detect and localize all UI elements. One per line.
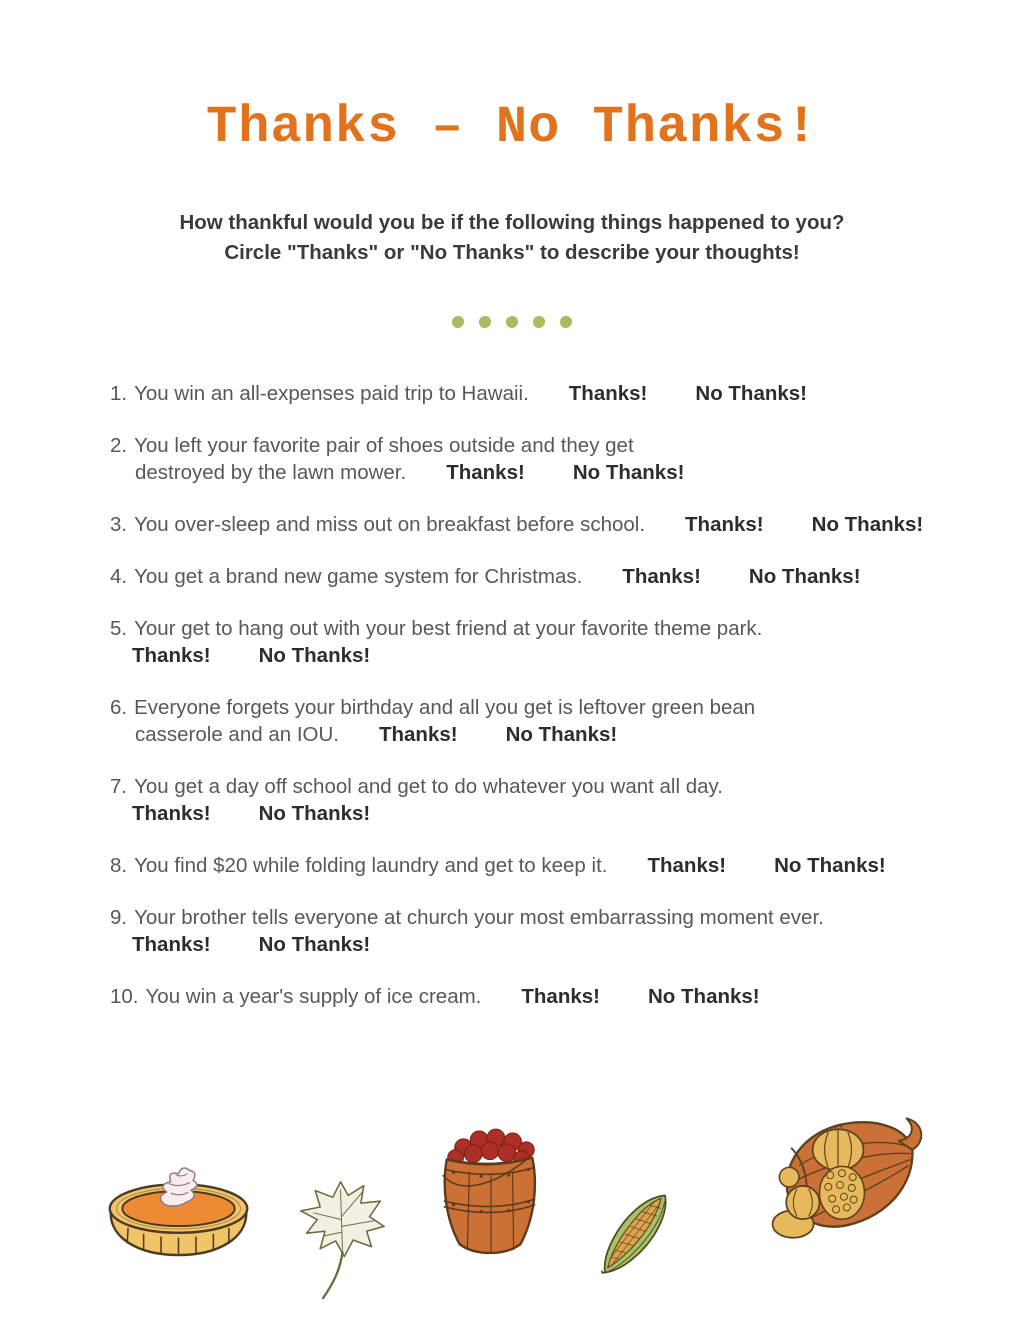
question-line: [110, 380, 934, 407]
question-line: [110, 563, 934, 590]
subtitle: [0, 208, 1024, 268]
no-thanks-option: No Thanks!: [695, 382, 808, 405]
no-thanks-option: No Thanks!: [648, 985, 760, 1008]
dots-divider: [0, 316, 1024, 330]
question-text: Everyone forgets your birthday and all you get is leftover green bean: [134, 696, 756, 719]
thanks-option: Thanks!: [378, 723, 458, 746]
question-line: [110, 459, 934, 486]
no-thanks-option: No Thanks!: [572, 461, 685, 484]
corn-cob-illustration: [606, 1182, 664, 1286]
question-item: [110, 380, 934, 407]
thanks-option: Thanks!: [521, 985, 600, 1008]
pumpkin-pie-illustration: [101, 1158, 256, 1263]
divider-dot: [506, 316, 518, 328]
question-line: [110, 904, 934, 931]
question-item: [110, 904, 934, 958]
subtitle-line-2: Circle "Thanks" or "No Thanks" to describe your thoughts!: [224, 241, 800, 264]
question-item: [110, 773, 934, 827]
question-line: [110, 773, 934, 800]
question-number: 9.: [110, 906, 128, 929]
options-line: [110, 642, 934, 669]
options-line: [110, 931, 934, 958]
question-text: Your brother tells everyone at church your most embarrassing moment ever.: [134, 906, 824, 929]
page-title: Thanks – No Thanks!: [206, 98, 818, 157]
question-text: You left your favorite pair of shoes outside and they get: [134, 434, 634, 457]
divider-dot: [479, 316, 491, 328]
question-number: 6.: [110, 696, 128, 719]
question-line: [110, 983, 934, 1010]
question-line: [110, 694, 934, 721]
no-thanks-option: No Thanks!: [811, 513, 924, 536]
question-text: destroyed by the lawn mower.: [135, 461, 407, 484]
thanks-option: Thanks!: [647, 854, 727, 877]
no-thanks-option: No Thanks!: [748, 565, 861, 588]
no-thanks-option: No Thanks!: [258, 644, 371, 667]
thanks-option: Thanks!: [132, 802, 211, 825]
question-item: [110, 694, 934, 748]
subtitle-line-1: How thankful would you be if the following things happened to you?: [179, 211, 845, 234]
question-number: 1.: [110, 382, 128, 405]
question-line: [110, 615, 934, 642]
thanks-option: Thanks!: [568, 382, 648, 405]
divider-dot: [560, 316, 572, 328]
question-item: [110, 615, 934, 669]
question-text: You win an all-expenses paid trip to Hawaii.: [134, 382, 529, 405]
options-line: [110, 800, 934, 827]
question-line: [110, 432, 934, 459]
thanks-option: Thanks!: [132, 933, 211, 956]
question-item: [110, 563, 934, 590]
divider-dot: [452, 316, 464, 328]
thanks-option: Thanks!: [446, 461, 525, 484]
no-thanks-option: No Thanks!: [505, 723, 618, 746]
question-line: [110, 852, 934, 879]
question-text: You win a year's supply of ice cream.: [145, 985, 482, 1008]
question-text: casserole and an IOU.: [135, 723, 339, 746]
question-line: [110, 511, 934, 538]
question-item: [110, 432, 934, 486]
question-text: You get a brand new game system for Christmas.: [134, 565, 583, 588]
thanks-option: Thanks!: [685, 513, 764, 536]
question-text: You get a day off school and get to do whatever you want all day.: [134, 775, 723, 798]
no-thanks-option: No Thanks!: [258, 802, 371, 825]
question-text: You over-sleep and miss out on breakfast before school.: [134, 513, 646, 536]
thanks-option: Thanks!: [132, 644, 211, 667]
cranberry-basket-illustration: [430, 1126, 548, 1259]
question-number: 2.: [110, 434, 128, 457]
divider-dot: [533, 316, 545, 328]
maple-leaf-illustration: [290, 1176, 392, 1302]
question-number: 8.: [110, 854, 128, 877]
question-number: 4.: [110, 565, 128, 588]
thanks-option: Thanks!: [622, 565, 701, 588]
question-line: [110, 721, 934, 748]
no-thanks-option: No Thanks!: [774, 854, 886, 877]
question-item: [110, 852, 934, 879]
illustrations-row: [0, 1100, 1024, 1315]
question-item: [110, 511, 934, 538]
no-thanks-option: No Thanks!: [258, 933, 371, 956]
cornucopia-illustration: [752, 1108, 928, 1258]
question-list: [110, 380, 934, 1010]
question-text: You find $20 while folding laundry and get to keep it.: [134, 854, 608, 877]
question-number: 7.: [110, 775, 128, 798]
question-text: Your get to hang out with your best friend at your favorite theme park.: [134, 617, 763, 640]
question-item: [110, 983, 934, 1010]
question-number: 3.: [110, 513, 128, 536]
question-number: 5.: [110, 617, 128, 640]
question-number: 10.: [110, 985, 139, 1008]
